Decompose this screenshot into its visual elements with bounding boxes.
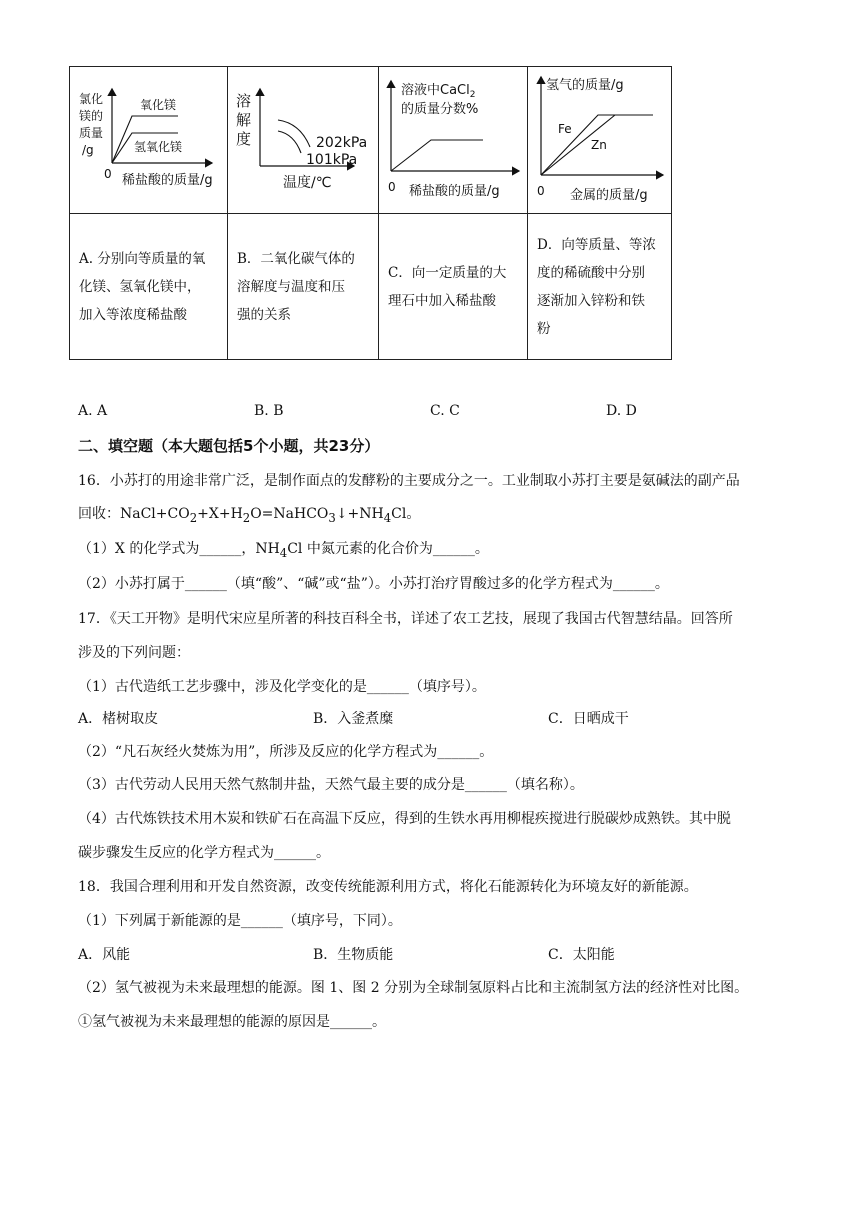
q15-option-c: C. C (430, 403, 460, 419)
graph-a-series-2: 氢氧化镁 (134, 140, 183, 154)
graph-d-xlabel: 金属的质量/g (570, 188, 648, 203)
q16-stem-line1: 16．小苏打的用途非常广泛，是制作面点的发酵粉的主要成分之一。工业制取小苏打主要是氨碱法的副产品 (78, 473, 740, 489)
q15-option-d: D. D (606, 403, 637, 419)
question-15-figure-table (69, 66, 672, 360)
q17-part2: （2）“凡石灰经火焚炼为用”，所涉及反应的化学方程式为______。 (78, 744, 494, 760)
option-desc-b (228, 214, 379, 360)
q17-stem-line1: 17．《天工开物》是明代宋应星所著的科技百科全书，详述了农工艺技，展现了我国古代智慧结晶。回答所 (78, 611, 733, 627)
graph-a-magnesium-chloride (70, 67, 227, 213)
q16-part1 (78, 539, 489, 563)
q16-eq-part: 回收：NaCl+CO (78, 506, 190, 522)
graph-c-xlabel: 稀盐酸的质量/g (409, 184, 500, 199)
desc-b-line: 溶解度与温度和压 (237, 278, 345, 295)
q18-part2-sub1: ①氢气被视为未来最理想的能源的原因是______。 (78, 1014, 386, 1030)
graph-b-xlabel: 温度/℃ (283, 175, 332, 191)
graph-cell-c (379, 67, 528, 214)
option-desc-d (528, 214, 672, 360)
graph-cell-b (228, 67, 379, 214)
q15-option-a: A. A (78, 403, 108, 419)
graph-d-series-zn: Zn (591, 138, 607, 152)
q16-p1-sub: 4 (279, 545, 288, 560)
graph-a-ylabel-4: /g (82, 143, 94, 157)
graph-b-series-1: 202kPa (316, 135, 368, 151)
desc-d-line: 粉 (537, 320, 551, 337)
desc-d-line: 度的稀硫酸中分别 (537, 264, 645, 281)
graph-a-series-1: 氧化镁 (140, 98, 177, 112)
desc-a-line: 加入等浓度稀盐酸 (79, 306, 187, 323)
q18-option-b: B．生物质能 (313, 947, 394, 963)
option-desc-a (70, 214, 228, 360)
graph-c-ylabel-prefix: 溶液中CaCl (401, 83, 470, 98)
q16-p1-text: （1）X 的化学式为______，NH (78, 541, 280, 557)
q17-part3: （3）古代劳动人民用天然气熬制井盐，天然气最主要的成分是______（填名称）。 (78, 777, 584, 793)
q16-eq-part: ↓+NH (335, 506, 384, 522)
desc-d-line: 逐渐加入锌粉和铁 (537, 292, 645, 309)
graph-c-line (391, 140, 483, 171)
q17-part1: （1）古代造纸工艺步骤中，涉及化学变化的是______（填序号）。 (78, 679, 486, 695)
desc-c-line: 理石中加入稀盐酸 (388, 292, 496, 309)
graph-b-ylabel-3: 度 (236, 130, 252, 148)
q16-equation (78, 504, 420, 528)
q16-eq-part: +X+H (197, 506, 243, 522)
q15-option-b: B. B (254, 403, 284, 419)
desc-d-line: D．向等质量、等浓 (537, 236, 656, 253)
graph-a-origin: 0 (104, 167, 112, 181)
graph-a-xlabel: 稀盐酸的质量/g (122, 173, 213, 188)
q18-option-c: C．太阳能 (548, 947, 615, 963)
graph-cell-d (528, 67, 672, 214)
q16-eq-sub: 2 (189, 510, 198, 525)
q18-option-a: A．风能 (78, 947, 131, 963)
graph-d-series-fe: Fe (558, 122, 572, 136)
q17-stem-line2: 涉及的下列问题： (78, 645, 190, 661)
desc-c-line: C．向一定质量的大 (388, 264, 507, 281)
graph-d-origin: 0 (537, 184, 545, 198)
graph-c-cacl2-fraction (379, 67, 527, 213)
desc-b-line: B．二氧化碳气体的 (237, 250, 355, 267)
graph-a-ylabel-2: 镁的 (79, 109, 104, 123)
desc-b-line: 强的关系 (237, 306, 291, 323)
graph-d-ylabel: 氢气的质量/g (546, 78, 624, 93)
desc-a-line: A. 分别向等质量的氧 (79, 250, 206, 267)
graph-c-ylabel-line1 (401, 82, 475, 100)
q17-option-a: A．楮树取皮 (78, 711, 159, 727)
q17-option-b: B．入釜煮糜 (313, 711, 394, 727)
graph-cell-a (70, 67, 228, 214)
graph-b-ylabel-1: 溶 (236, 92, 252, 110)
graph-b-ylabel-2: 解 (236, 111, 252, 129)
graph-b-series-2: 101kPa (306, 152, 358, 168)
q18-part1: （1）下列属于新能源的是______（填序号，下同）。 (78, 913, 402, 929)
graph-c-ylabel-sub: 2 (469, 90, 476, 100)
q16-eq-sub: 3 (328, 510, 336, 525)
q16-eq-sub: 2 (242, 510, 251, 525)
section-heading: 二、填空题（本大题包括5个小题，共23分） (78, 437, 380, 455)
graph-b-curve-202kpa (278, 120, 310, 147)
q16-eq-part: Cl。 (391, 506, 421, 522)
q17-part4-line2: 碳步骤发生反应的化学方程式为______。 (78, 845, 330, 861)
graph-c-ylabel-line2: 的质量分数% (401, 102, 479, 117)
q18-stem: 18．我国合理利用和开发自然资源，改变传统能源利用方式，将化石能源转化为环境友好的新能源。 (78, 879, 698, 895)
q17-part4-line1: （4）古代炼铁技术用木炭和铁矿石在高温下反应，得到的生铁水再用柳棍疾搅进行脱碳炒成熟铁。其中脱 (78, 811, 731, 827)
graph-b-co2-solubility (228, 67, 378, 213)
graph-c-origin: 0 (388, 180, 396, 194)
q16-p1-text: Cl 中氮元素的化合价为______。 (287, 541, 489, 557)
desc-a-line: 化镁、氢氧化镁中， (79, 278, 201, 295)
q16-part2: （2）小苏打属于______（填“酸”、“碱”或“盐”）。小苏打治疗胃酸过多的化学方程式为______。 (78, 576, 669, 592)
option-desc-c (379, 214, 528, 360)
graph-a-ylabel-1: 氯化 (79, 92, 104, 106)
q18-part2: （2）氢气被视为未来最理想的能源。图 1、图 2 分别为全球制氢原料占比和主流制氢方法的经济性对比图。 (78, 980, 749, 996)
q16-eq-part: O=NaHCO (250, 506, 329, 522)
q17-option-c: C．日晒成干 (548, 711, 629, 727)
graph-b-curve-101kpa (278, 131, 301, 153)
q16-eq-sub: 4 (383, 510, 392, 525)
graph-d-hydrogen-mass (528, 67, 671, 213)
graph-a-ylabel-3: 质量 (79, 126, 104, 140)
